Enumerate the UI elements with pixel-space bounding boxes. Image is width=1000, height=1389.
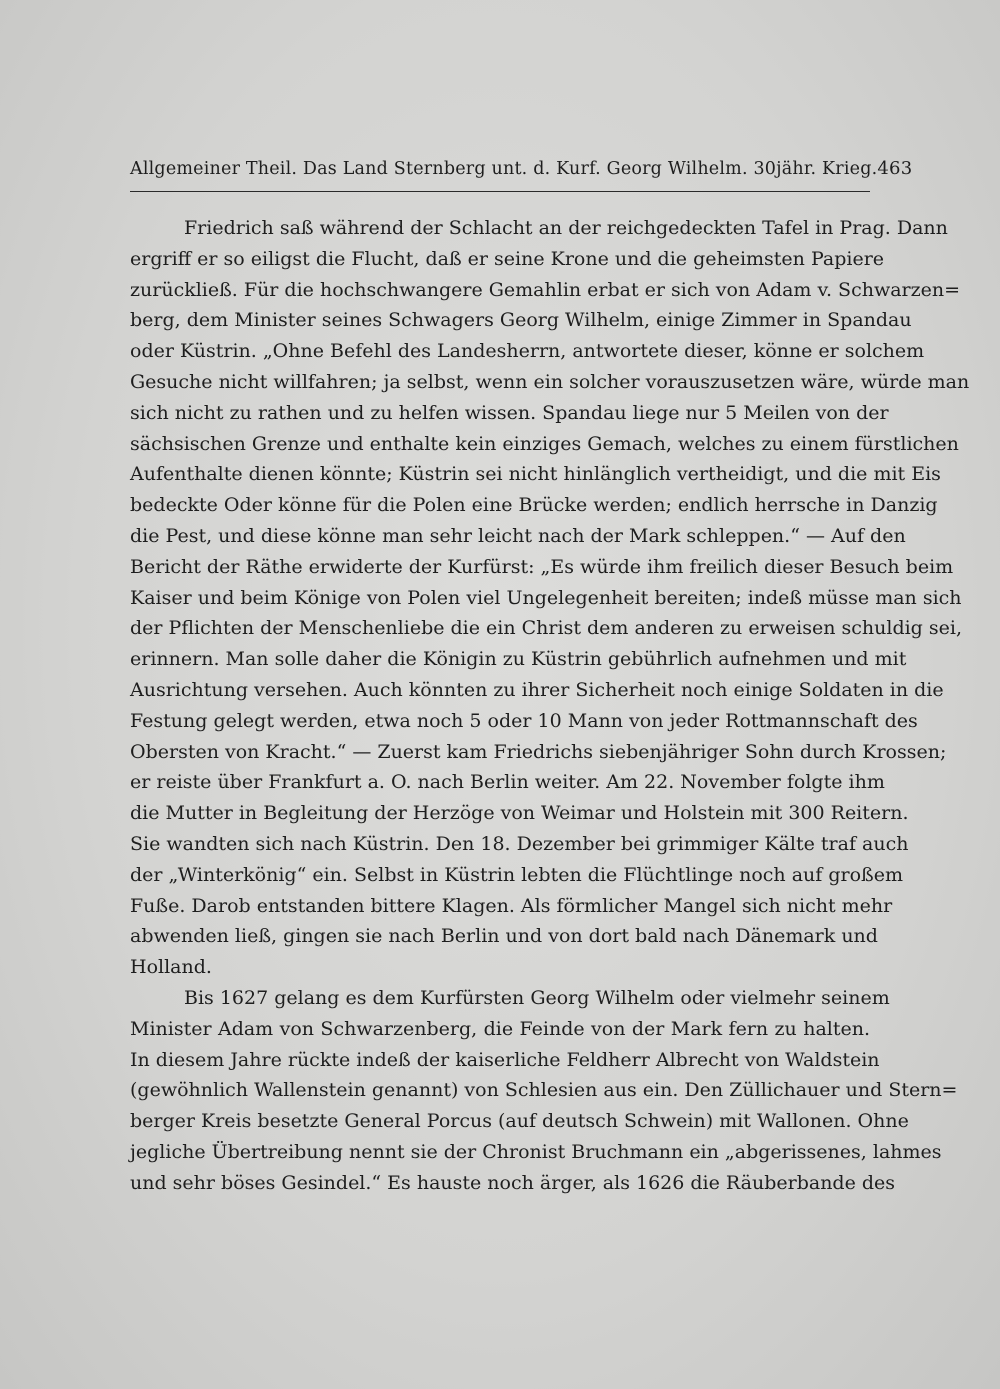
text-line: Obersten von Kracht.“ — Zuerst kam Friedrichs siebenjähriger Sohn durch Krossen; [130,740,947,763]
text-line: erinnern. Man solle daher die Königin zu Küstrin gebührlich aufnehmen und mit [130,648,907,671]
paragraph [130,213,970,983]
text-line: Bericht der Räthe erwiderte der Kurfürst: „Es würde ihm freilich dieser Besuch beim [130,555,954,578]
text-line: und sehr böses Gesindel.“ Es hauste noch ärger, als 1626 die Räuberbande des [130,1171,896,1194]
text-line: zurückließ. Für die hochschwangere Gemahlin erbat er sich von Adam v. Schwarzen= [130,278,961,301]
text-line: Aufenthalte dienen könnte; Küstrin sei nicht hinlänglich vertheidigt, und die mit Eis [130,463,941,486]
text-line: bedeckte Oder könne für die Polen eine Brücke werden; endlich herrsche in Danzig [130,494,938,517]
text-line: er reiste über Frankfurt a. O. nach Berlin weiter. Am 22. November folgte ihm [130,771,885,794]
text-line: Fuße. Darob entstanden bittere Klagen. Als förmlicher Mangel sich nicht mehr [130,894,893,917]
text-line: Bis 1627 gelang es dem Kurfürsten Georg Wilhelm oder vielmehr seinem [184,986,890,1009]
text-line: In diesem Jahre rückte indeß der kaiserliche Feldherr Albrecht von Waldstein [130,1048,880,1071]
text-line: Sie wandten sich nach Küstrin. Den 18. Dezember bei grimmiger Kälte traf auch [130,832,909,855]
page-number: 463 [877,158,913,179]
text-line: der Pflichten der Menschenliebe die ein Christ dem anderen zu erweisen schuldig sei, [130,617,962,640]
text-line: Friedrich saß während der Schlacht an der reichgedeckten Tafel in Prag. Dann [184,217,948,239]
text-line: berger Kreis besetzte General Porcus (auf deutsch Schwein) mit Wallonen. Ohne [130,1110,909,1133]
text-line: der „Winterkönig“ ein. Selbst in Küstrin lebten die Flüchtlinge noch auf großem [130,863,903,886]
text-line: die Mutter in Begleitung der Herzöge von Weimar und Holstein mit 300 Reitern. [130,802,909,825]
text-line: ergriff er so eiligst die Flucht, daß er seine Krone und die geheimsten Papiere [130,247,885,270]
text-line: Ausrichtung versehen. Auch könnten zu ihrer Sicherheit noch einige Soldaten in die [130,678,944,701]
text-line: Festung gelegt werden, etwa noch 5 oder 10 Mann von jeder Rottmannschaft des [130,709,918,732]
text-line: (gewöhnlich Wallenstein genannt) von Schlesien aus ein. Den Züllichauer und Stern= [130,1079,958,1102]
body-text [130,213,970,1199]
text-line: jegliche Übertreibung nennt sie der Chronist Bruchmann ein „abgerissenes, lahmes [130,1140,942,1163]
text-line: sich nicht zu rathen und zu helfen wissen. Spandau liege nur 5 Meilen von der [130,401,889,424]
running-title: Allgemeiner Theil. Das Land Sternberg unt. d. Kurf. Georg Wilhelm. 30jähr. Krieg. [130,159,878,179]
text-line: Gesuche nicht willfahren; ja selbst, wenn ein solcher vorauszusetzen wäre, würde man [130,370,970,393]
paragraph [130,983,958,1199]
text-line: berg, dem Minister seines Schwagers Georg Wilhelm, einige Zimmer in Spandau [130,309,912,332]
header-rule [130,191,870,192]
text-line: die Pest, und diese könne man sehr leicht nach der Mark schleppen.“ — Auf den [130,524,906,547]
text-line: Kaiser und beim Könige von Polen viel Ungelegenheit bereiten; indeß müsse man sich [130,586,962,609]
text-line: oder Küstrin. „Ohne Befehl des Landesherrn, antwortete dieser, könne er solchem [130,340,925,363]
text-line: Minister Adam von Schwarzenberg, die Feinde von der Mark fern zu halten. [130,1017,870,1040]
text-line: sächsischen Grenze und enthalte kein einziges Gemach, welches zu einem fürstlichen [130,432,959,455]
text-line: abwenden ließ, gingen sie nach Berlin und von dort bald nach Dänemark und [130,925,878,948]
page-header [130,158,913,179]
text-line: Holland. [130,956,212,979]
